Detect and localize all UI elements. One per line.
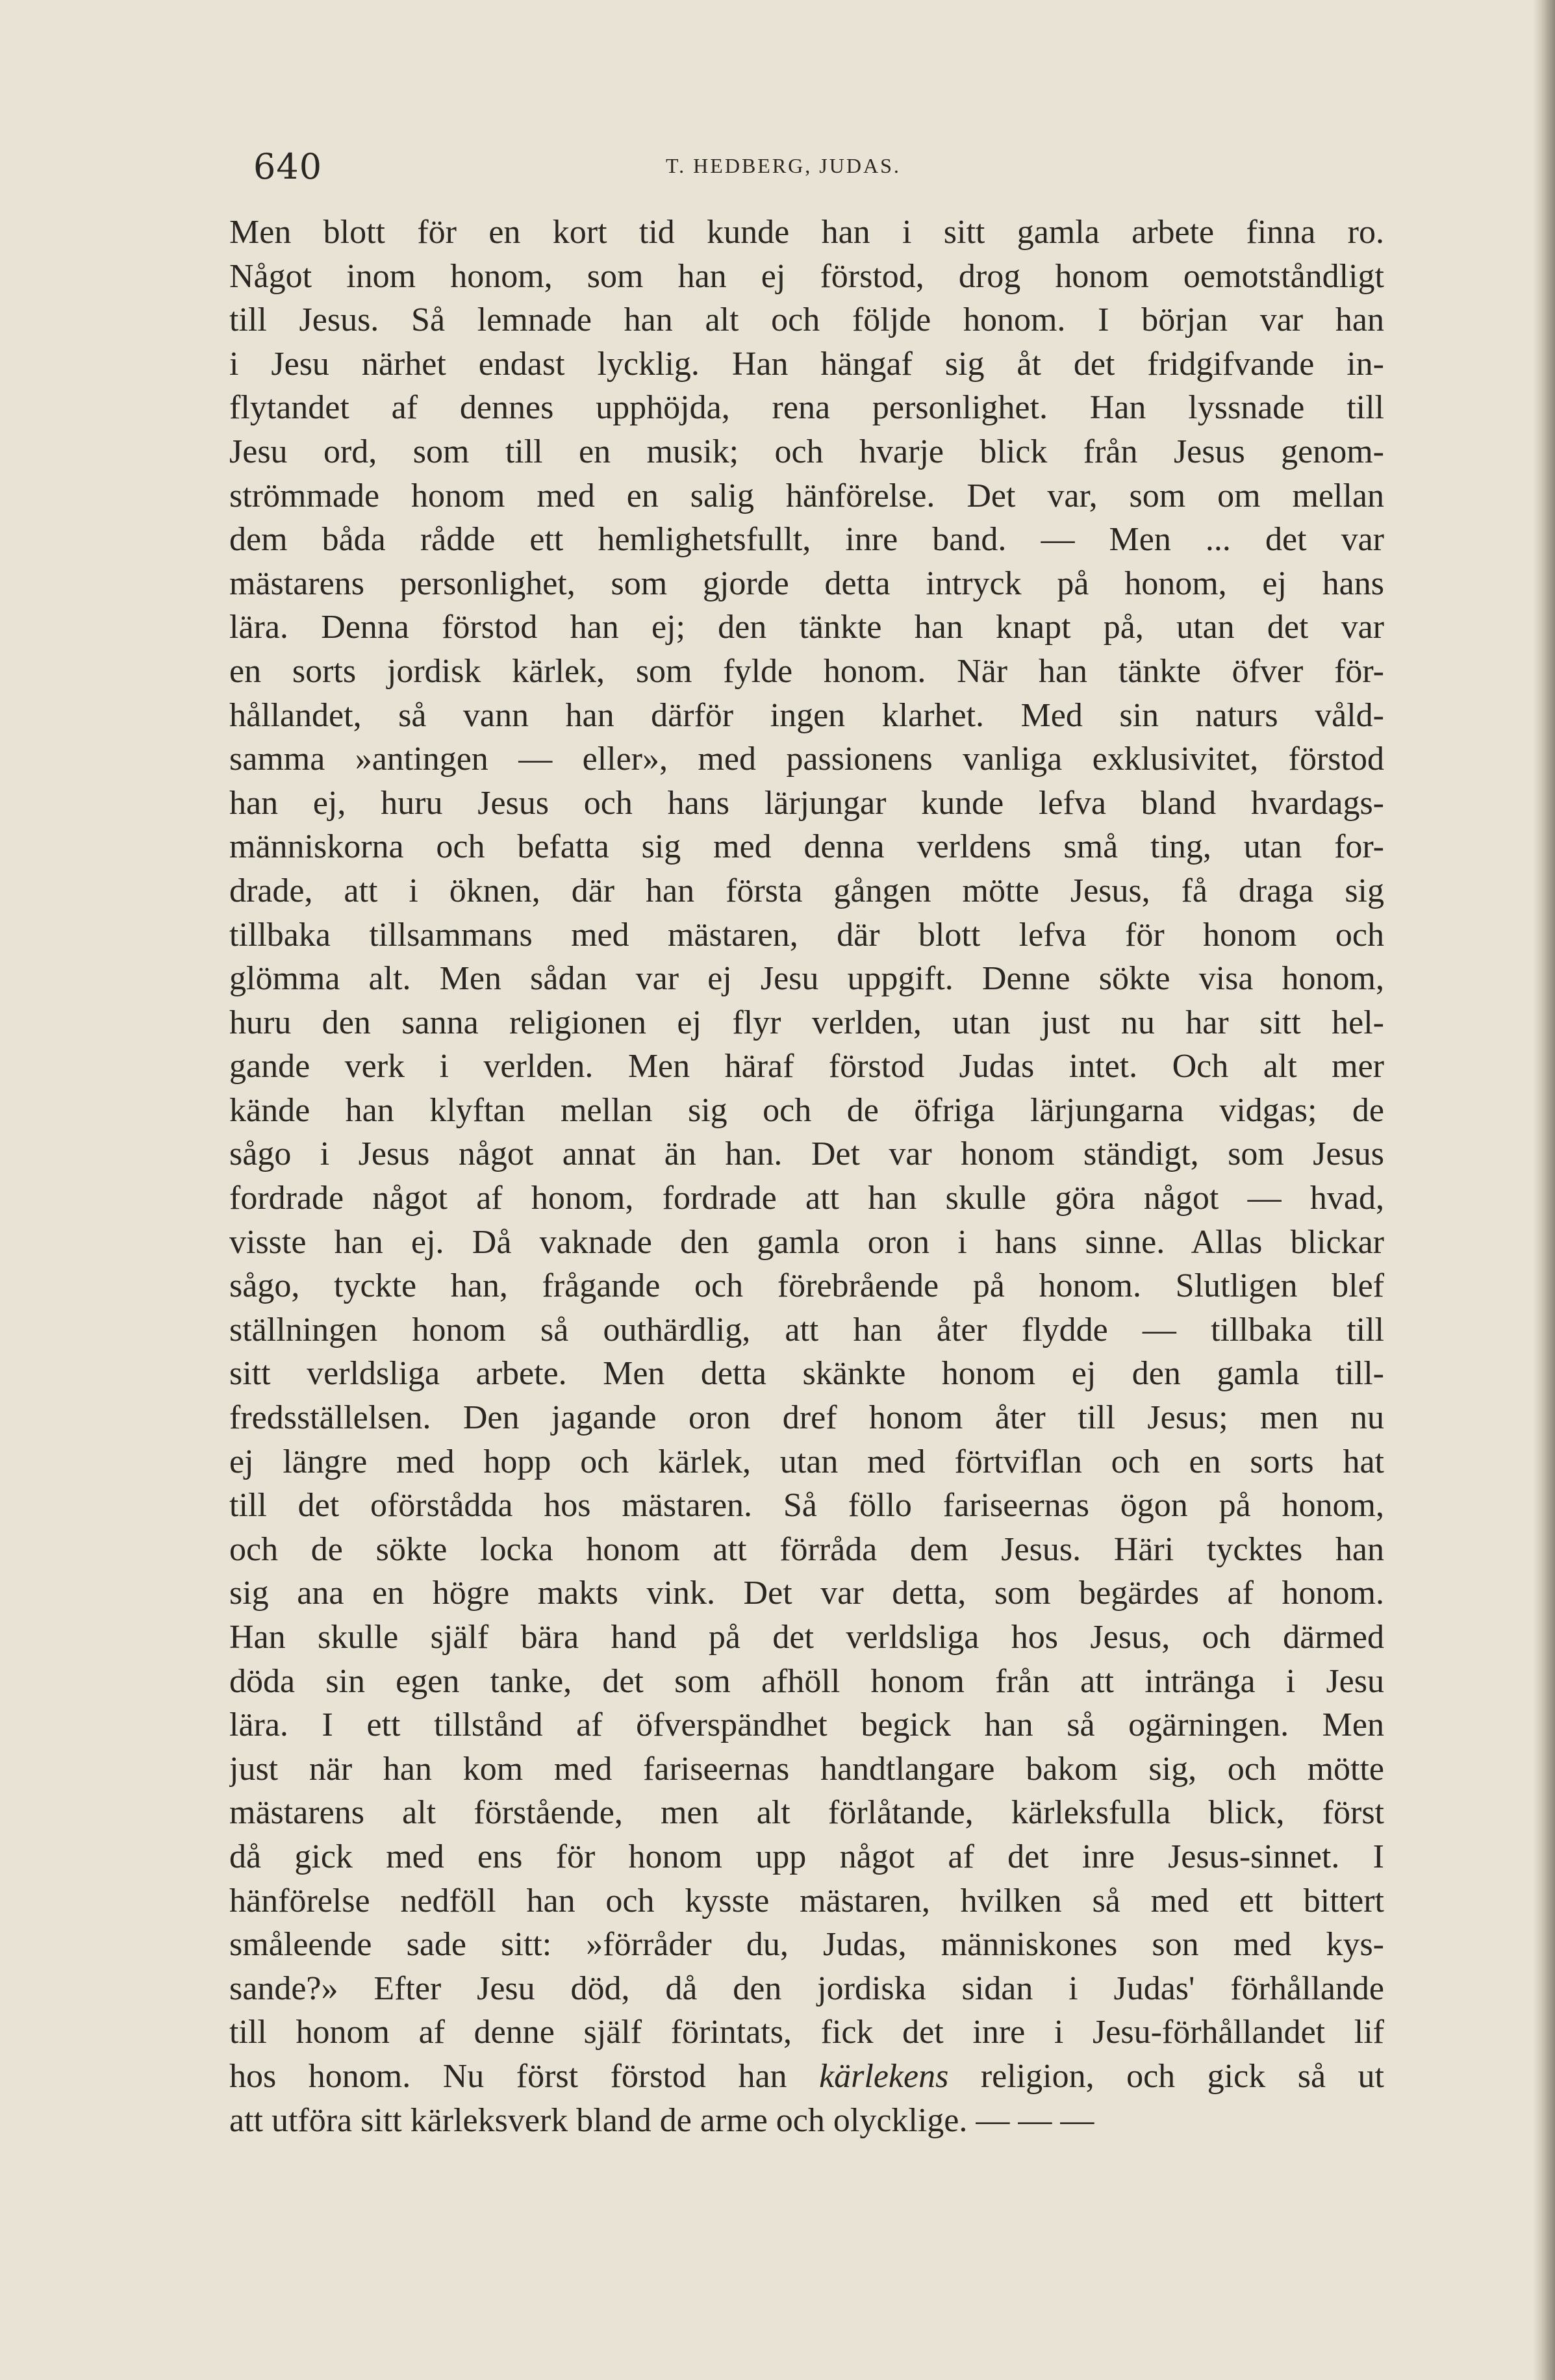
- text-line: dem båda rådde ett hemlighetsfullt, inre band. — Men ... det var: [229, 521, 1384, 559]
- text-line: människorna och befatta sig med denna verldens små ting, utan for-: [229, 828, 1384, 866]
- text-line: sågo, tyckte han, frågande och förebrående på honom. Slutligen blef: [229, 1267, 1384, 1305]
- text-line: en sorts jordisk kärlek, som fylde honom. När han tänkte öfver för-: [229, 652, 1384, 690]
- text-line: hållandet, så vann han därför ingen klarhet. Med sin naturs våld-: [229, 696, 1384, 734]
- text-line: flytandet af dennes upphöjda, rena personlighet. Han lyssnade till: [229, 389, 1384, 427]
- text-line: sitt verldsliga arbete. Men detta skänkte honom ej den gamla till-: [229, 1355, 1384, 1393]
- text-line: till Jesus. Så lemnade han alt och följde honom. I början var han: [229, 301, 1384, 339]
- text-line: ej längre med hopp och kärlek, utan med förtviflan och en sorts hat: [229, 1443, 1384, 1480]
- text-line: lära. Denna förstod han ej; den tänkte han knapt på, utan det var: [229, 609, 1384, 646]
- text-line: i Jesu närhet endast lycklig. Han hängaf sig åt det fridgifvande in-: [229, 345, 1384, 383]
- text-segment: religion, och gick så ut: [948, 2057, 1384, 2095]
- text-line: huru den sanna religionen ej flyr verlden, utan just nu har sitt hel-: [229, 1004, 1384, 1041]
- text-line: lära. I ett tillstånd af öfverspändhet begick han så ogärningen. Men: [229, 1706, 1384, 1744]
- text-line: mästarens personlighet, som gjorde detta intryck på honom, ej hans: [229, 564, 1384, 602]
- text-line: fordrade något af honom, fordrade att han skulle göra något — hvad,: [229, 1180, 1384, 1217]
- text-line: sågo i Jesus något annat än han. Det var honom ständigt, som Jesus: [229, 1135, 1384, 1173]
- text-line: strömmade honom med en salig hänförelse. Det var, som om mellan: [229, 477, 1384, 514]
- text-line: visste han ej. Då vaknade den gamla oron i hans sinne. Allas blickar: [229, 1223, 1384, 1261]
- text-line: han ej, huru Jesus och hans lärjungar kunde lefva bland hvardags-: [229, 784, 1384, 822]
- text-line: döda sin egen tanke, det som afhöll honom från att intränga i Jesu: [229, 1662, 1384, 1700]
- text-line: fredsställelsen. Den jagande oron dref honom åter till Jesus; men nu: [229, 1399, 1384, 1437]
- text-line: Jesu ord, som till en musik; och hvarje blick från Jesus genom-: [229, 433, 1384, 470]
- text-line: samma »antingen — eller», med passionens vanliga exklusivitet, förstod: [229, 741, 1384, 778]
- text-line: hänförelse nedföll han och kysste mästaren, hvilken så med ett bittert: [229, 1882, 1384, 1919]
- text-line: ställningen honom så outhärdlig, att han åter flydde — tillbaka till: [229, 1311, 1384, 1348]
- text-line: då gick med ens för honom upp något af det inre Jesus-sinnet. I: [229, 1838, 1384, 1875]
- page-edge: [1533, 0, 1555, 2380]
- text-line: sande?» Efter Jesu död, då den jordiska sidan i Judas' förhållande: [229, 1969, 1384, 2007]
- text-line: just när han kom med fariseernas handtlangare bakom sig, och mötte: [229, 1750, 1384, 1788]
- body-text: [229, 210, 1384, 2142]
- text-line: småleende sade sitt: »förråder du, Judas, människones son med kys-: [229, 1926, 1384, 1964]
- text-line: till honom af denne själf förintats, fick det inre i Jesu-förhållandet lif: [229, 2014, 1384, 2051]
- text-line-final: att utföra sitt kärleksverk bland de arme och olycklige. — — —: [229, 2101, 1094, 2139]
- text-line: gande verk i verlden. Men häraf förstod Judas intet. Och alt mer: [229, 1048, 1384, 1085]
- text-line: Han skulle själf bära hand på det verldsliga hos Jesus, och därmed: [229, 1619, 1384, 1656]
- page-number: 640: [253, 146, 323, 187]
- text-line: Något inom honom, som han ej förstod, drog honom oemotståndligt: [229, 257, 1384, 295]
- emphasized-word: kärlekens: [819, 2057, 949, 2095]
- text-line-with-emphasis: [229, 2055, 1384, 2099]
- running-head: T. HEDBERG, JUDAS.: [666, 154, 901, 177]
- text-line: drade, att i öknen, där han första gången mötte Jesus, få draga sig: [229, 872, 1384, 909]
- text-segment: hos honom. Nu först förstod han: [229, 2057, 820, 2095]
- text-line: Men blott för en kort tid kunde han i sitt gamla arbete finna ro.: [229, 214, 1384, 251]
- text-line: glömma alt. Men sådan var ej Jesu uppgift. Denne sökte visa honom,: [229, 960, 1384, 998]
- text-line: till det oförstådda hos mästaren. Så föllo fariseernas ögon på honom,: [229, 1487, 1384, 1525]
- text-line: mästarens alt förstående, men alt förlåtande, kärleksfulla blick, först: [229, 1794, 1384, 1832]
- text-line: tillbaka tillsammans med mästaren, där blott lefva för honom och: [229, 916, 1384, 954]
- text-line: sig ana en högre makts vink. Det var detta, som begärdes af honom.: [229, 1575, 1384, 1612]
- text-line: och de sökte locka honom att förråda dem Jesus. Häri tycktes han: [229, 1530, 1384, 1568]
- text-line: kände han klyftan mellan sig och de öfriga lärjungarna vidgas; de: [229, 1091, 1384, 1129]
